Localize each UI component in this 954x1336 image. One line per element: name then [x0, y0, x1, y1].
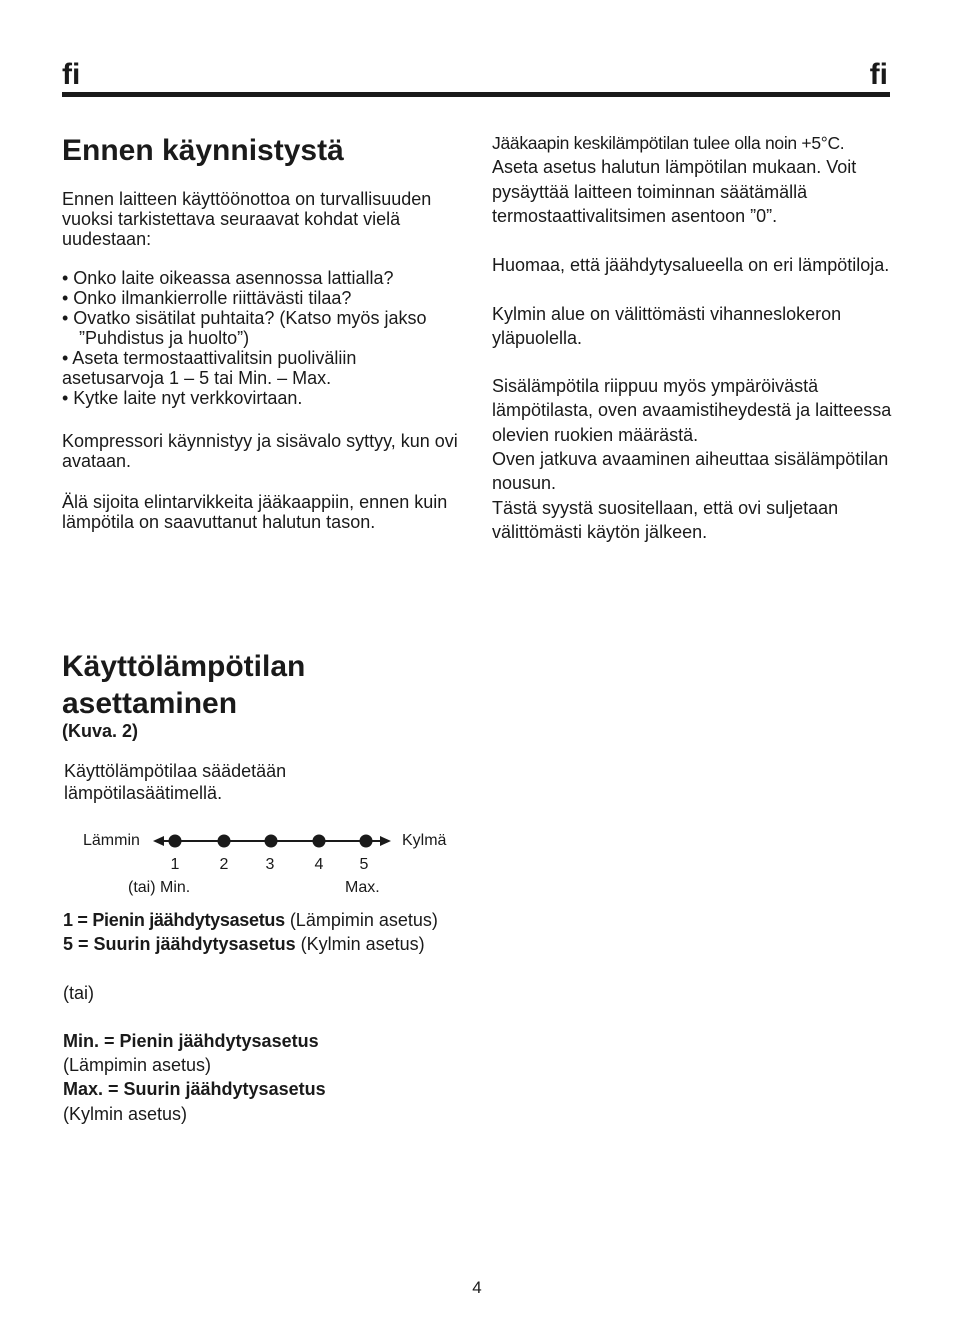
setting-legend — [63, 908, 483, 1126]
page-number: 4 — [472, 1278, 482, 1297]
checklist-item: • Onko laite oikeassa asennossa lattialla? — [62, 268, 394, 288]
arrow-left-icon — [153, 836, 164, 846]
legend-min-bold: Min. = Pienin jäähdytysasetus — [63, 1030, 319, 1051]
scale-dot-3 — [265, 835, 278, 848]
legend-line-5 — [63, 932, 483, 956]
checklist-item: • Ovatko sisätilat puhtaita? (Katso myös jakso — [62, 308, 427, 328]
temperature-line: Jääkaapin keskilämpötilan tulee olla noin +5°C. — [492, 133, 845, 153]
scale-step-label: 2 — [219, 856, 229, 873]
thermostat-scale-svg — [64, 825, 464, 900]
scale-dot-2 — [218, 835, 231, 848]
temperature-setting-text: Aseta asetus halutun lämpötilan mukaan. Voit pysäyttää laitteen toiminnan säätämällä termostaattivalitsimen asentoon ”0”. — [492, 157, 857, 226]
checklist-item: • Onko ilmankierrolle riittävästi tilaa? — [62, 288, 352, 308]
compressor-paragraph: Kompressori käynnistyy ja sisävalo syttyy, kun ovi avataan. — [62, 431, 458, 471]
scale-step-label: 1 — [170, 856, 180, 873]
legend-min-text: (Lämpimin asetus) — [63, 1055, 212, 1076]
figure-reference: (Kuva. 2) — [62, 721, 139, 741]
scale-step-label: 5 — [359, 856, 369, 873]
scale-step-label: 4 — [314, 856, 324, 873]
cold-label: Kylmä — [402, 832, 447, 849]
food-placement-paragraph: Älä sijoita elintarvikkeita jääkaappiin, ennen kuin lämpötila on saavuttanut halutun tason. — [62, 492, 448, 532]
door-opening-paragraph: Oven jatkuva avaaminen aiheuttaa sisälämpötilan nousun. — [492, 449, 889, 494]
scale-dot-4 — [313, 835, 326, 848]
coldest-zone-paragraph: Kylmin alue on välittömästi vihanneslokeron yläpuolella. — [492, 304, 842, 349]
legend-max-bold: Max. = Suurin jäähdytysasetus — [63, 1079, 326, 1100]
section-title-before-start: Ennen käynnistystä — [62, 134, 344, 167]
internal-temp-paragraph: Sisälämpötila riippuu myös ympäröivästä lämpötilasta, oven avaamistiheydestä ja laitteessa olevien ruokien määrästä. — [492, 376, 892, 445]
scale-step-label: 3 — [265, 856, 275, 873]
max-label: Max. — [345, 879, 380, 896]
section-title-line: asettaminen — [62, 687, 238, 720]
legend-or: (tai) — [63, 982, 94, 1003]
min-label: (tai) Min. — [128, 879, 191, 896]
legend-1-text: (Lämpimin asetus) — [284, 910, 438, 930]
legend-max-text: (Kylmin asetus) — [63, 1103, 188, 1124]
language-label-left: fi — [62, 58, 81, 91]
checklist — [62, 268, 472, 408]
legend-1-bold: 1 = Pienin jäähdytysasetus — [63, 910, 285, 930]
cooling-zone-paragraph: Huomaa, että jäähdytysalueella on eri lämpötiloja. — [492, 255, 890, 275]
temperature-setting-intro: Käyttölämpötilaa säädetään lämpötilasäätimellä. — [64, 761, 287, 803]
language-label-right: fi — [869, 58, 888, 91]
checklist-item: • Aseta termostaattivalitsin puoliväliin — [62, 348, 357, 368]
checklist-item: • Kytke laite nyt verkkovirtaan. — [62, 388, 303, 408]
section-title-line: Käyttölämpötilan — [62, 650, 306, 683]
legend-5-text: (Kylmin asetus) — [295, 934, 425, 955]
thermostat-scale-diagram — [64, 825, 464, 905]
legend-line-1 — [63, 908, 483, 932]
scale-dot-1 — [169, 835, 182, 848]
warm-label: Lämmin — [83, 832, 140, 849]
header-rule — [62, 92, 890, 97]
checklist-item: asetusarvoja 1 – 5 tai Min. – Max. — [62, 368, 332, 388]
checklist-item: ”Puhdistus ja huolto”) — [79, 328, 250, 348]
arrow-right-icon — [380, 836, 391, 846]
temperature-paragraph — [492, 131, 902, 228]
legend-5-bold: 5 = Suurin jäähdytysasetus — [63, 934, 296, 955]
close-door-paragraph: Tästä syystä suositellaan, että ovi suljetaan välittömästi käytön jälkeen. — [492, 498, 839, 543]
before-start-intro: Ennen laitteen käyttöönottoa on turvallisuuden vuoksi tarkistettava seuraavat kohdat vielä uudestaan: — [62, 189, 432, 249]
scale-dot-5 — [360, 835, 373, 848]
section-title-temperature-setting — [62, 648, 462, 722]
